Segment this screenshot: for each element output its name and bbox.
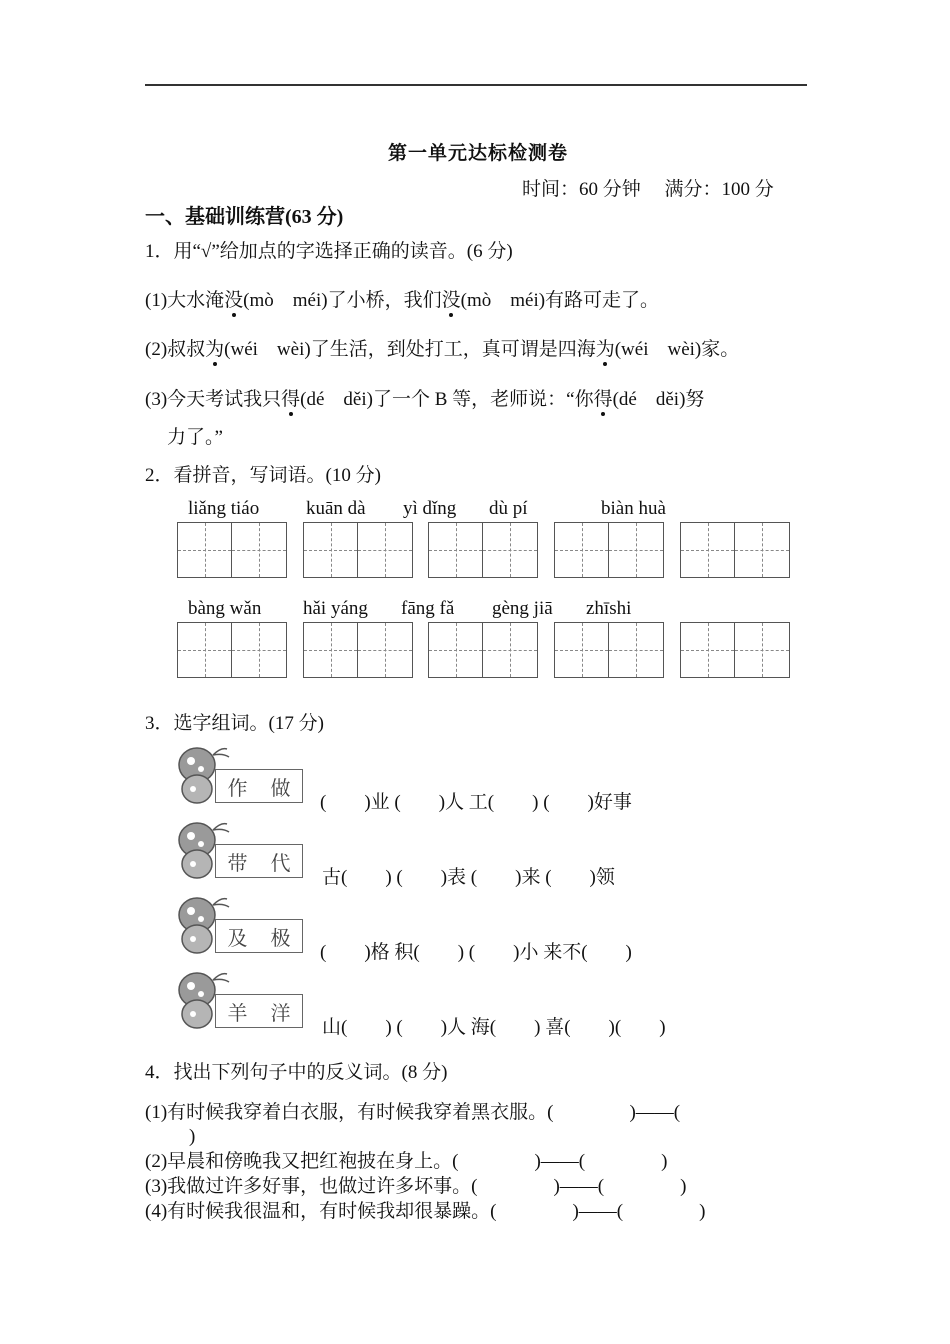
q1-line-1-a: (1)大水淹 [145,290,225,311]
pinyin-1: liǎng tiáo [188,498,260,519]
q1-line-1-dotted-char: 没 [224,290,244,311]
pinyin-4: dù pí [489,498,528,519]
char-choice-1: 作 [227,775,248,800]
writing-box-6[interactable] [177,622,287,678]
q1-line-2-a: (2)叔叔 [145,339,206,360]
q1-line-1-b: (mò méi)了小桥，我们 [243,290,442,311]
q1-line-3 [145,384,704,411]
q1-line-1 [145,285,659,312]
pinyin-3: yì dǐng [403,498,457,519]
q2-prompt: 2．看拼音，写词语。(10 分) [145,465,381,486]
writing-box-2[interactable] [303,522,413,578]
q4-prompt: 4．找出下列句子中的反义词。(8 分) [145,1062,448,1083]
q3-fill-4: 山( ) ( )人 海( ) 喜( )( ) [322,1017,666,1038]
q1-line-2-b: (wéi wèi)了生活，到处打工，真可谓是四海 [224,339,596,360]
writing-box-5[interactable] [680,522,790,578]
writing-box-1[interactable] [177,522,287,578]
char-choice-2: 洋 [270,1000,291,1025]
page-title: 第一单元达标检测卷 [388,143,569,164]
pinyin-6: bàng wǎn [188,598,262,619]
writing-box-10[interactable] [680,622,790,678]
pinyin-8: fāng fǎ [401,598,455,619]
char-choice-1: 羊 [227,1000,248,1025]
section-title: 一、基础训练营(63 分) [145,206,344,228]
q1-line-1-c: (mò méi)有路可走了。 [460,290,660,311]
q4-line-1-wrap: ) [170,1126,196,1147]
q1-prompt: 1．用“√”给加点的字选择正确的读音。(6 分) [145,241,513,262]
q4-line-4: (4)有时候我很温和，有时候我却很暴躁。( )——( ) [145,1201,706,1222]
q4-line-1: (1)有时候我穿着白衣服，有时候我穿着黑衣服。( )——( [145,1102,681,1123]
char-choice-1: 带 [227,850,248,875]
q1-line-1-dotted-char-2: 没 [441,290,461,311]
q1-line-3-a: (3)今天考试我只 [145,389,282,410]
exam-meta: 时间：60 分钟 满分：100 分 [522,179,774,200]
q3-prompt: 3．选字组词。(17 分) [145,713,324,734]
q1-line-2 [145,334,739,361]
butterfly-card-1 [177,745,307,807]
char-choice-tag [215,769,303,803]
writing-box-9[interactable] [554,622,664,678]
char-choice-tag [215,919,303,953]
q3-fill-3: ( )格 积( ) ( )小 来不( ) [320,942,632,963]
pinyin-7: hǎi yáng [303,598,368,619]
char-choice-2: 极 [270,925,291,950]
q3-fill-1: ( )业 ( )人 工( ) ( )好事 [320,792,632,813]
q1-line-3-continued: 力了。” [167,427,223,448]
butterfly-card-3 [177,895,307,957]
char-choice-2: 做 [270,775,291,800]
writing-box-8[interactable] [428,622,538,678]
butterfly-card-4 [177,970,307,1032]
char-choice-tag [215,994,303,1028]
q4-line-2: (2)早晨和傍晚我又把红袍披在身上。( )——( ) [145,1151,668,1172]
q1-line-3-b: (dé děi)了一个 B 等，老师说：“你 [300,389,594,410]
q3-fill-2: 古( ) ( )表 ( )来 ( )领 [322,867,615,888]
q1-line-2-dotted-char-2: 为 [595,339,615,360]
pinyin-5: biàn huà [601,498,666,519]
char-choice-1: 及 [227,925,248,950]
q1-line-2-c: (wéi wèi)家。 [614,339,740,360]
q1-line-2-dotted-char: 为 [205,339,225,360]
butterfly-card-2 [177,820,307,882]
writing-box-4[interactable] [554,522,664,578]
char-choice-2: 代 [270,850,291,875]
q1-line-3-c: (dé děi)努 [612,389,705,410]
writing-box-7[interactable] [303,622,413,678]
header-rule [145,84,807,86]
pinyin-2: kuān dà [306,498,366,519]
pinyin-9: gèng jiā [492,598,553,619]
writing-box-3[interactable] [428,522,538,578]
q1-line-3-dotted-char-2: 得 [593,389,613,410]
q1-line-3-dotted-char: 得 [281,389,301,410]
char-choice-tag [215,844,303,878]
q4-line-3: (3)我做过许多好事，也做过许多坏事。( )——( ) [145,1176,687,1197]
pinyin-10: zhīshi [586,598,632,619]
